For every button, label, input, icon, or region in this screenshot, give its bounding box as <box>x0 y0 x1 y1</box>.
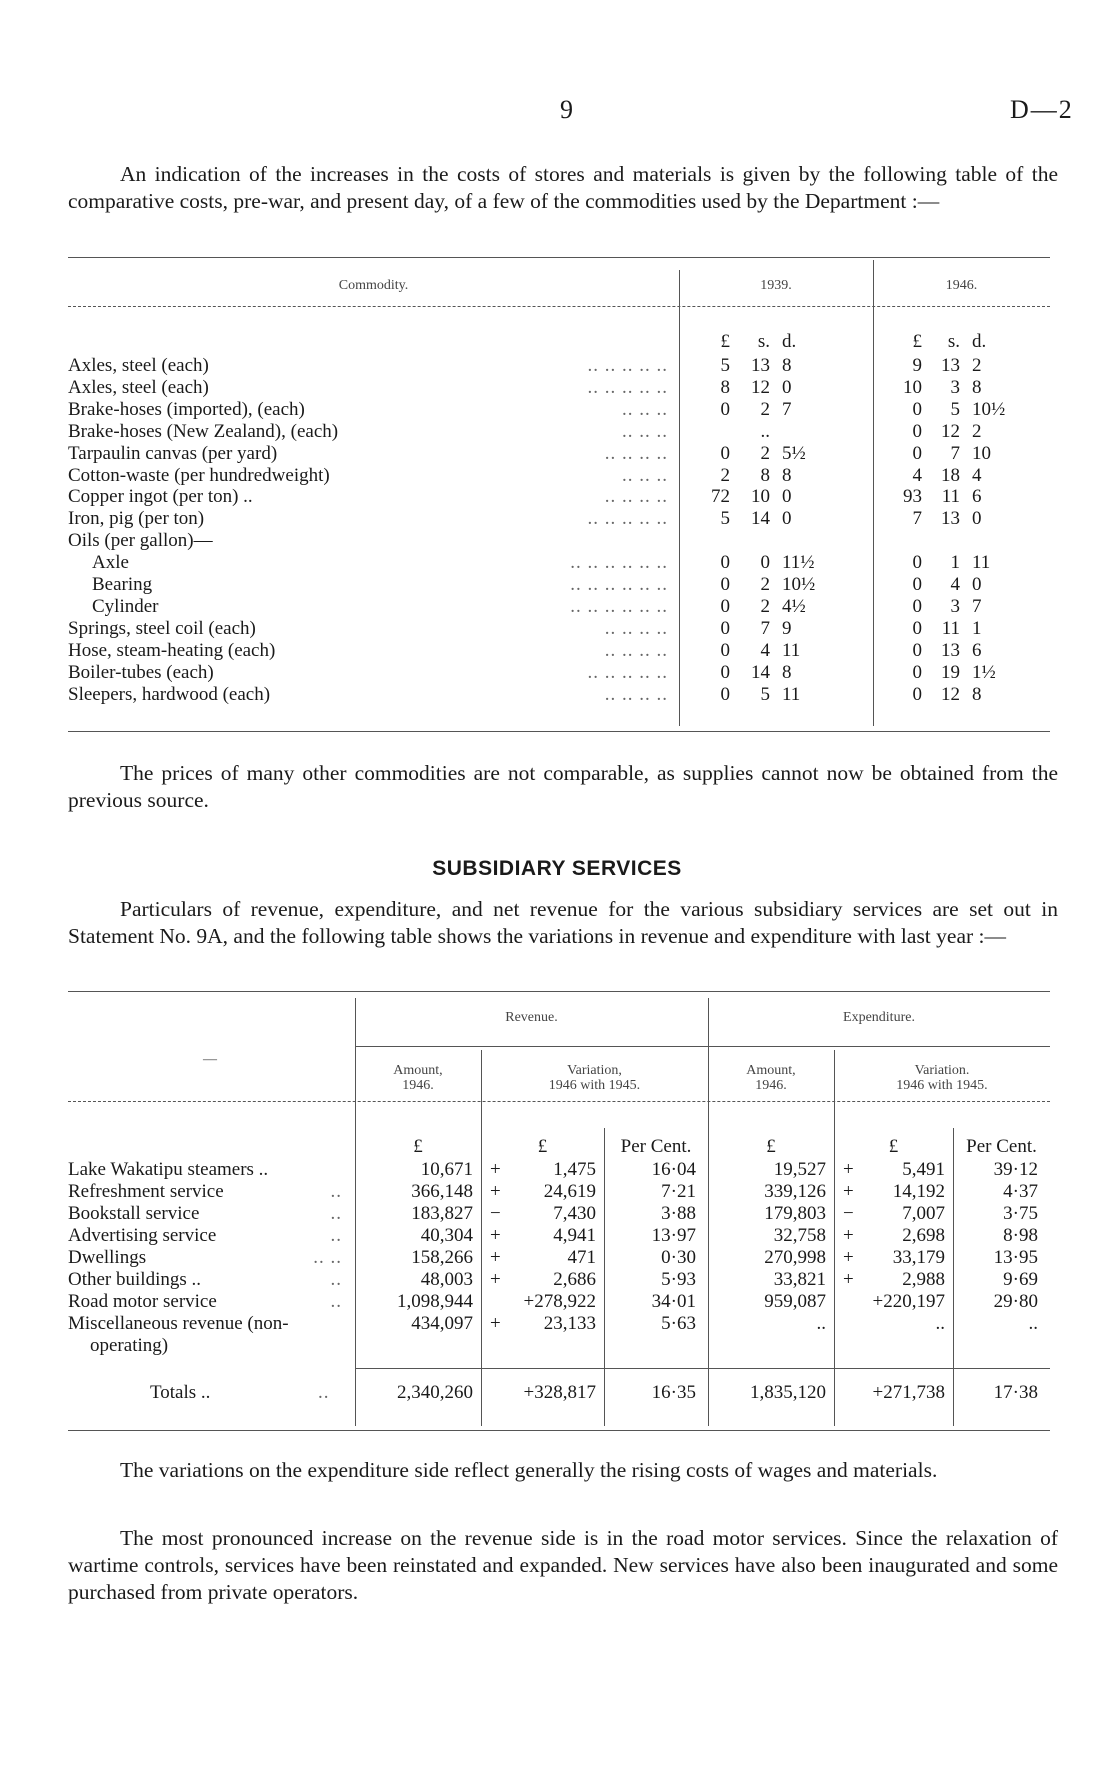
cell-1939-shillings: 2 <box>760 595 770 617</box>
cell-revenue-amount: 40,304 <box>420 1225 473 1246</box>
table-row-leader: .. .. .. .. <box>604 442 668 464</box>
cell-expenditure-variation: .. <box>935 1313 945 1334</box>
cell-1939-pence: 11 <box>782 683 801 705</box>
cell-1939-pence: 0 <box>782 486 792 508</box>
cell-1946-pence: 8 <box>972 376 982 398</box>
closing-paragraph-2 <box>68 1525 1058 1606</box>
header-1946: 1946. <box>945 278 978 293</box>
cell-expenditure-percent: 3·75 <box>1003 1203 1038 1224</box>
cell-revenue-sign: + <box>490 1313 501 1334</box>
cell-1939-pounds: 0 <box>720 683 730 705</box>
unit-rev-variation: £ <box>537 1136 548 1157</box>
cell-revenue-sign: + <box>490 1269 501 1290</box>
table-row-label: Brake-hoses (imported), (each) <box>68 398 305 420</box>
table-row-label: Cotton-waste (per hundredweight) <box>68 464 330 486</box>
table-row-label: Dwellings <box>68 1247 147 1268</box>
table-row-label: Brake-hoses (New Zealand), (each) <box>68 420 339 442</box>
cell-revenue-sign: + <box>490 1225 501 1246</box>
cell-expenditure-amount: 19,527 <box>773 1159 826 1180</box>
cell-1946-pence: 2 <box>972 355 982 376</box>
cell-revenue-sign: + <box>490 1247 501 1268</box>
totals-rev-variation: +328,817 <box>523 1382 596 1403</box>
table-rule-subheader <box>355 1046 1050 1047</box>
cell-1939-shillings: .. <box>760 420 770 442</box>
cell-1939-pounds: 0 <box>720 552 730 574</box>
table-row-label: Cylinder <box>92 595 159 617</box>
table-rule-totals <box>355 1368 1050 1369</box>
cell-1946-shillings: 19 <box>941 661 960 683</box>
section-heading: SUBSIDIARY SERVICES <box>432 857 682 880</box>
cell-1946-shillings: 18 <box>941 464 960 486</box>
cell-1946-pounds: 0 <box>912 420 922 442</box>
table-column-divider <box>834 1050 835 1426</box>
cell-1946-pounds: 0 <box>912 617 922 639</box>
cell-revenue-amount: 434,097 <box>411 1313 473 1334</box>
table-row-label: Sleepers, hardwood (each) <box>68 683 271 705</box>
cell-1946-shillings: 13 <box>941 639 960 661</box>
closing-paragraph-2-text: The most pronounced increase on the revenue side is in the road motor services. Since the relaxation of wartime controls, services have been reinstated and expanded. New services have also been inaugurated and some purchased from private operators. <box>68 1526 1058 1604</box>
cell-expenditure-amount: 959,087 <box>764 1291 826 1312</box>
table-column-divider <box>481 1050 482 1426</box>
cell-expenditure-percent: 4·37 <box>1003 1181 1038 1202</box>
cell-1946-pence: 2 <box>972 420 982 442</box>
cell-revenue-percent: 0·30 <box>661 1247 696 1268</box>
cell-1946-pence: 8 <box>972 683 982 705</box>
cell-revenue-amount: 10,671 <box>420 1159 473 1180</box>
cell-1946-shillings: 12 <box>941 683 960 705</box>
table-row-leader: .. .. .. .. <box>604 486 668 508</box>
cell-expenditure-variation: 2,988 <box>902 1269 945 1290</box>
cell-expenditure-sign: + <box>843 1225 854 1246</box>
cell-revenue-sign: + <box>490 1181 501 1202</box>
cell-1939-pence: 5½ <box>782 442 806 464</box>
cell-1946-shillings: 3 <box>950 376 960 398</box>
cell-1939-pence: 8 <box>782 661 792 683</box>
cell-1946-shillings: 1 <box>950 552 960 574</box>
cell-expenditure-sign: + <box>843 1269 854 1290</box>
cell-1946-shillings: 12 <box>941 420 960 442</box>
unit-shilling-1946: s. <box>947 331 960 352</box>
table-row-label: Boiler-tubes (each) <box>68 661 214 683</box>
table-row-label: Refreshment service <box>68 1181 224 1202</box>
page-number: 9 <box>560 95 573 124</box>
table-row-leader: .. .. .. .. .. <box>587 661 668 683</box>
header-rev-amount: Amount, <box>393 1063 443 1078</box>
table-row-label: Bookstall service <box>68 1203 200 1224</box>
header-rev-variation-years: 1946 with 1945. <box>548 1078 641 1093</box>
closing-paragraph-1-text: The variations on the expenditure side reflect generally the rising costs of wages and materials. <box>120 1458 938 1482</box>
cell-1939-shillings: 12 <box>751 376 770 398</box>
header-stub: — <box>203 1052 217 1067</box>
table-rule-header <box>68 1101 1050 1102</box>
totals-rev-percent: 16·35 <box>651 1382 696 1403</box>
header-exp-amount: Amount, <box>746 1063 796 1078</box>
cell-1946-pounds: 0 <box>912 661 922 683</box>
header-exp-amount-year: 1946. <box>755 1078 787 1093</box>
table-row-label: Hose, steam-heating (each) <box>68 639 276 661</box>
cell-1946-shillings: 11 <box>941 486 960 508</box>
cell-1939-pence: 7 <box>782 398 792 420</box>
intro-paragraph-text: An indication of the increases in the costs of stores and materials is given by the following table of the comparative costs, pre-war, and present day, of a few of the commodities used by the Department :— <box>68 162 1058 213</box>
cell-revenue-percent: 16·04 <box>651 1159 696 1180</box>
table-row-leader: .. .. .. <box>622 420 668 442</box>
cell-1946-pence: 10 <box>972 442 991 464</box>
cell-1946-pounds: 0 <box>912 552 922 574</box>
cell-expenditure-amount: 33,821 <box>773 1269 826 1290</box>
header-exp-variation: Variation. <box>914 1063 970 1078</box>
table-row-leader: .. .. .. .. .. .. <box>570 574 668 595</box>
header-rev-amount-year: 1946. <box>402 1078 434 1093</box>
cell-revenue-percent: 34·01 <box>651 1291 696 1312</box>
cell-1939-pounds: 72 <box>711 486 730 508</box>
table-row-label-continued: operating) <box>90 1335 169 1356</box>
totals-exp-percent: 17·38 <box>993 1382 1038 1403</box>
unit-pence-1946: d. <box>972 331 987 352</box>
cell-1939-shillings: 8 <box>760 464 770 486</box>
table-row-leader: .. .. .. .. <box>604 683 668 705</box>
cell-1939-shillings: 2 <box>760 442 770 464</box>
document-reference: D—2 <box>1010 95 1074 124</box>
cell-expenditure-percent: 8·98 <box>1003 1225 1038 1246</box>
cell-1939-pounds: 8 <box>720 376 730 398</box>
cell-1939-pence: 9 <box>782 617 792 639</box>
table-row-leader: .. .. .. <box>622 398 668 420</box>
cell-1939-shillings: 14 <box>751 661 770 683</box>
table-row-label: Axle <box>92 552 129 574</box>
cell-expenditure-sign: + <box>843 1159 854 1180</box>
table-row-label: Axles, steel (each) <box>68 376 209 398</box>
cell-1939-pence: 11½ <box>782 552 815 574</box>
table-row-leader: .. <box>330 1225 342 1246</box>
cell-1946-shillings: 4 <box>950 574 960 595</box>
unit-rev-percent: Per Cent. <box>620 1136 692 1157</box>
cell-revenue-percent: 13·97 <box>651 1225 696 1246</box>
cell-1946-pounds: 9 <box>912 355 922 376</box>
table-row-leader: .. <box>330 1269 342 1290</box>
cell-1946-pounds: 93 <box>903 486 922 508</box>
cell-1946-shillings: 11 <box>941 617 960 639</box>
cell-expenditure-sign: − <box>843 1203 854 1224</box>
cell-expenditure-amount: 270,998 <box>764 1247 826 1268</box>
cell-1939-pounds: 0 <box>720 398 730 420</box>
cell-expenditure-sign: + <box>843 1181 854 1202</box>
cell-revenue-percent: 3·88 <box>661 1203 696 1224</box>
subsidiary-paragraph-text: Particulars of revenue, expenditure, and net revenue for the various subsidiary services are set out in Statement No. 9A, and the following table shows the variations in revenue and expenditure with last year :— <box>68 897 1058 948</box>
unit-shilling-1939: s. <box>757 331 770 352</box>
cell-1946-pounds: 0 <box>912 574 922 595</box>
table-row-leader: .. .. .. .. .. <box>587 376 668 398</box>
cell-expenditure-amount: 339,126 <box>764 1181 826 1202</box>
cell-expenditure-percent: 29·80 <box>993 1291 1038 1312</box>
table-row-leader: .. .. .. .. .. <box>587 508 668 530</box>
cell-expenditure-variation: 33,179 <box>892 1247 945 1268</box>
cell-1946-pence: 1 <box>972 617 982 639</box>
cell-1939-shillings: 2 <box>760 574 770 595</box>
unit-pound-1946: £ <box>912 331 922 352</box>
cell-1939-pence: 0 <box>782 508 792 530</box>
cell-1946-pounds: 0 <box>912 398 922 420</box>
cell-1939-pence: 10½ <box>782 574 816 595</box>
header-exp-variation-years: 1946 with 1945. <box>896 1078 988 1093</box>
cell-1946-pounds: 7 <box>912 508 922 530</box>
cell-revenue-variation: 4,941 <box>553 1225 596 1246</box>
cell-expenditure-variation: 7,007 <box>902 1203 945 1224</box>
table-row-label: Axles, steel (each) <box>68 355 209 376</box>
table-row-label: Iron, pig (per ton) <box>68 508 205 530</box>
cell-expenditure-percent: 9·69 <box>1003 1269 1038 1290</box>
cell-1939-pounds: 5 <box>720 508 730 530</box>
cell-revenue-variation: 24,619 <box>543 1181 596 1202</box>
unit-exp-amount: £ <box>766 1136 776 1157</box>
table-row-label: Other buildings .. <box>68 1269 201 1290</box>
cell-revenue-percent: 5·63 <box>661 1313 696 1334</box>
cell-revenue-amount: 158,266 <box>411 1247 473 1268</box>
cell-1939-pounds: 0 <box>720 442 730 464</box>
totals-dots: .. <box>318 1382 330 1403</box>
cell-expenditure-amount: .. <box>816 1313 826 1334</box>
table-row-leader: .. .. .. .. .. .. <box>570 595 668 617</box>
cell-1939-pounds: 5 <box>720 355 730 376</box>
prices-paragraph-text: The prices of many other commodities are not comparable, as supplies cannot now be obtained from the previous source. <box>68 761 1058 812</box>
table-row-leader: .. .. .. .. <box>604 617 668 639</box>
cell-revenue-sign: + <box>490 1159 501 1180</box>
table-row-label: Advertising service <box>68 1225 217 1246</box>
cell-1946-pence: 6 <box>972 486 982 508</box>
cell-1939-shillings: 10 <box>751 486 770 508</box>
cell-revenue-percent: 5·93 <box>661 1269 696 1290</box>
cell-1946-shillings: 13 <box>941 355 960 376</box>
cell-1946-pence: 0 <box>972 574 982 595</box>
cell-1946-pounds: 0 <box>912 442 922 464</box>
table-row-label: Oils (per gallon)— <box>68 530 213 552</box>
cell-1939-pounds: 0 <box>720 574 730 595</box>
cell-1939-shillings: 2 <box>760 398 770 420</box>
cell-revenue-amount: 183,827 <box>411 1203 473 1224</box>
cell-1946-pence: 1½ <box>972 661 996 683</box>
cell-1939-pence: 11 <box>782 639 801 661</box>
cell-1946-shillings: 5 <box>950 398 960 420</box>
header-1939: 1939. <box>760 278 792 293</box>
table-row-leader: .. <box>330 1203 342 1224</box>
header-commodity: Commodity. <box>338 278 409 293</box>
cell-revenue-variation: 7,430 <box>553 1203 596 1224</box>
unit-pence-1939: d. <box>782 331 797 352</box>
cell-revenue-amount: 1,098,944 <box>397 1291 473 1312</box>
cell-1946-pence: 10½ <box>972 398 1006 420</box>
cell-1939-shillings: 5 <box>760 683 770 705</box>
cell-expenditure-percent: 39·12 <box>993 1159 1038 1180</box>
table-row-leader: .. .. .. .. .. .. <box>570 552 668 574</box>
cell-revenue-variation: +278,922 <box>523 1291 596 1312</box>
table-row-label: Springs, steel coil (each) <box>68 617 256 639</box>
cell-expenditure-sign: + <box>843 1247 854 1268</box>
totals-rev-amount: 2,340,260 <box>397 1382 473 1403</box>
header-revenue: Revenue. <box>505 1010 558 1025</box>
table-rule-top <box>68 991 1050 992</box>
totals-label: Totals .. <box>150 1382 211 1403</box>
table-row-label: Tarpaulin canvas (per yard) <box>68 442 278 464</box>
table-row-label: Copper ingot (per ton) .. <box>68 486 253 508</box>
unit-pound-1939: £ <box>720 331 730 352</box>
cell-1939-pounds: 0 <box>720 617 730 639</box>
table-row-leader: .. .. .. .. <box>604 639 668 661</box>
cell-revenue-percent: 7·21 <box>661 1181 696 1202</box>
cell-1939-pence: 4½ <box>782 595 806 617</box>
cell-1946-pounds: 0 <box>912 683 922 705</box>
cell-1946-pence: 0 <box>972 508 982 530</box>
totals-exp-amount: 1,835,120 <box>750 1382 826 1403</box>
table-rule-bottom <box>68 1430 1050 1431</box>
header-rev-variation: Variation, <box>567 1063 622 1078</box>
table-row-leader: .. .. .. <box>622 464 668 486</box>
totals-exp-variation: +271,738 <box>872 1382 945 1403</box>
cell-1939-shillings: 7 <box>760 617 770 639</box>
cell-revenue-amount: 48,003 <box>420 1269 473 1290</box>
cell-expenditure-variation: 5,491 <box>902 1159 945 1180</box>
cell-expenditure-variation: 14,192 <box>892 1181 945 1202</box>
cell-expenditure-percent: .. <box>1028 1313 1038 1334</box>
cell-1939-shillings: 4 <box>760 639 770 661</box>
cell-revenue-variation: 471 <box>567 1247 596 1268</box>
cell-1939-shillings: 13 <box>751 355 770 376</box>
cell-expenditure-variation: 2,698 <box>902 1225 945 1246</box>
cell-expenditure-amount: 32,758 <box>773 1225 826 1246</box>
cell-1946-pounds: 4 <box>912 464 922 486</box>
cell-1939-shillings: 14 <box>751 508 770 530</box>
table-row-leader: .. .. <box>313 1247 342 1268</box>
unit-rev-amount: £ <box>413 1136 423 1157</box>
cell-expenditure-percent: 13·95 <box>993 1247 1038 1268</box>
cell-revenue-sign: − <box>490 1203 501 1224</box>
unit-exp-variation: £ <box>888 1136 899 1157</box>
cell-1939-pence: 0 <box>782 376 792 398</box>
table-row-label: Miscellaneous revenue (non- <box>68 1313 289 1334</box>
cell-1939-pence: 8 <box>782 464 792 486</box>
cell-1946-shillings: 7 <box>950 442 960 464</box>
cell-1946-pence: 11 <box>972 552 991 574</box>
cell-1939-pounds: 2 <box>720 464 730 486</box>
table-row-label: Road motor service <box>68 1291 217 1312</box>
cell-1939-pounds: 0 <box>720 595 730 617</box>
cell-revenue-variation: 23,133 <box>543 1313 596 1334</box>
cell-revenue-variation: 1,475 <box>553 1159 596 1180</box>
cell-1946-shillings: 13 <box>941 508 960 530</box>
table-row-leader: .. <box>330 1291 342 1312</box>
cell-1939-pounds: 0 <box>720 661 730 683</box>
header-expenditure: Expenditure. <box>843 1010 915 1025</box>
cell-revenue-amount: 366,148 <box>411 1181 473 1202</box>
cell-1946-shillings: 3 <box>950 595 960 617</box>
cell-expenditure-variation: +220,197 <box>872 1291 945 1312</box>
cell-revenue-variation: 2,686 <box>553 1269 596 1290</box>
cell-1939-pounds: 0 <box>720 639 730 661</box>
cell-1939-shillings: 0 <box>760 552 770 574</box>
cell-1946-pence: 7 <box>972 595 982 617</box>
cell-1946-pence: 6 <box>972 639 982 661</box>
cell-1946-pence: 4 <box>972 464 982 486</box>
cell-1939-pence: 8 <box>782 355 792 376</box>
cell-expenditure-amount: 179,803 <box>764 1203 826 1224</box>
closing-paragraph-1 <box>68 1457 1058 1484</box>
table-row-leader: .. .. .. .. .. <box>587 355 668 376</box>
unit-exp-percent: Per Cent. <box>966 1136 1037 1157</box>
cell-1946-pounds: 0 <box>912 595 922 617</box>
cell-1946-pounds: 0 <box>912 639 922 661</box>
cell-1946-pounds: 10 <box>903 376 922 398</box>
table-row-label: Lake Wakatipu steamers .. <box>68 1159 269 1180</box>
table-row-label: Bearing <box>92 574 153 595</box>
table-row-leader: .. <box>330 1181 342 1202</box>
